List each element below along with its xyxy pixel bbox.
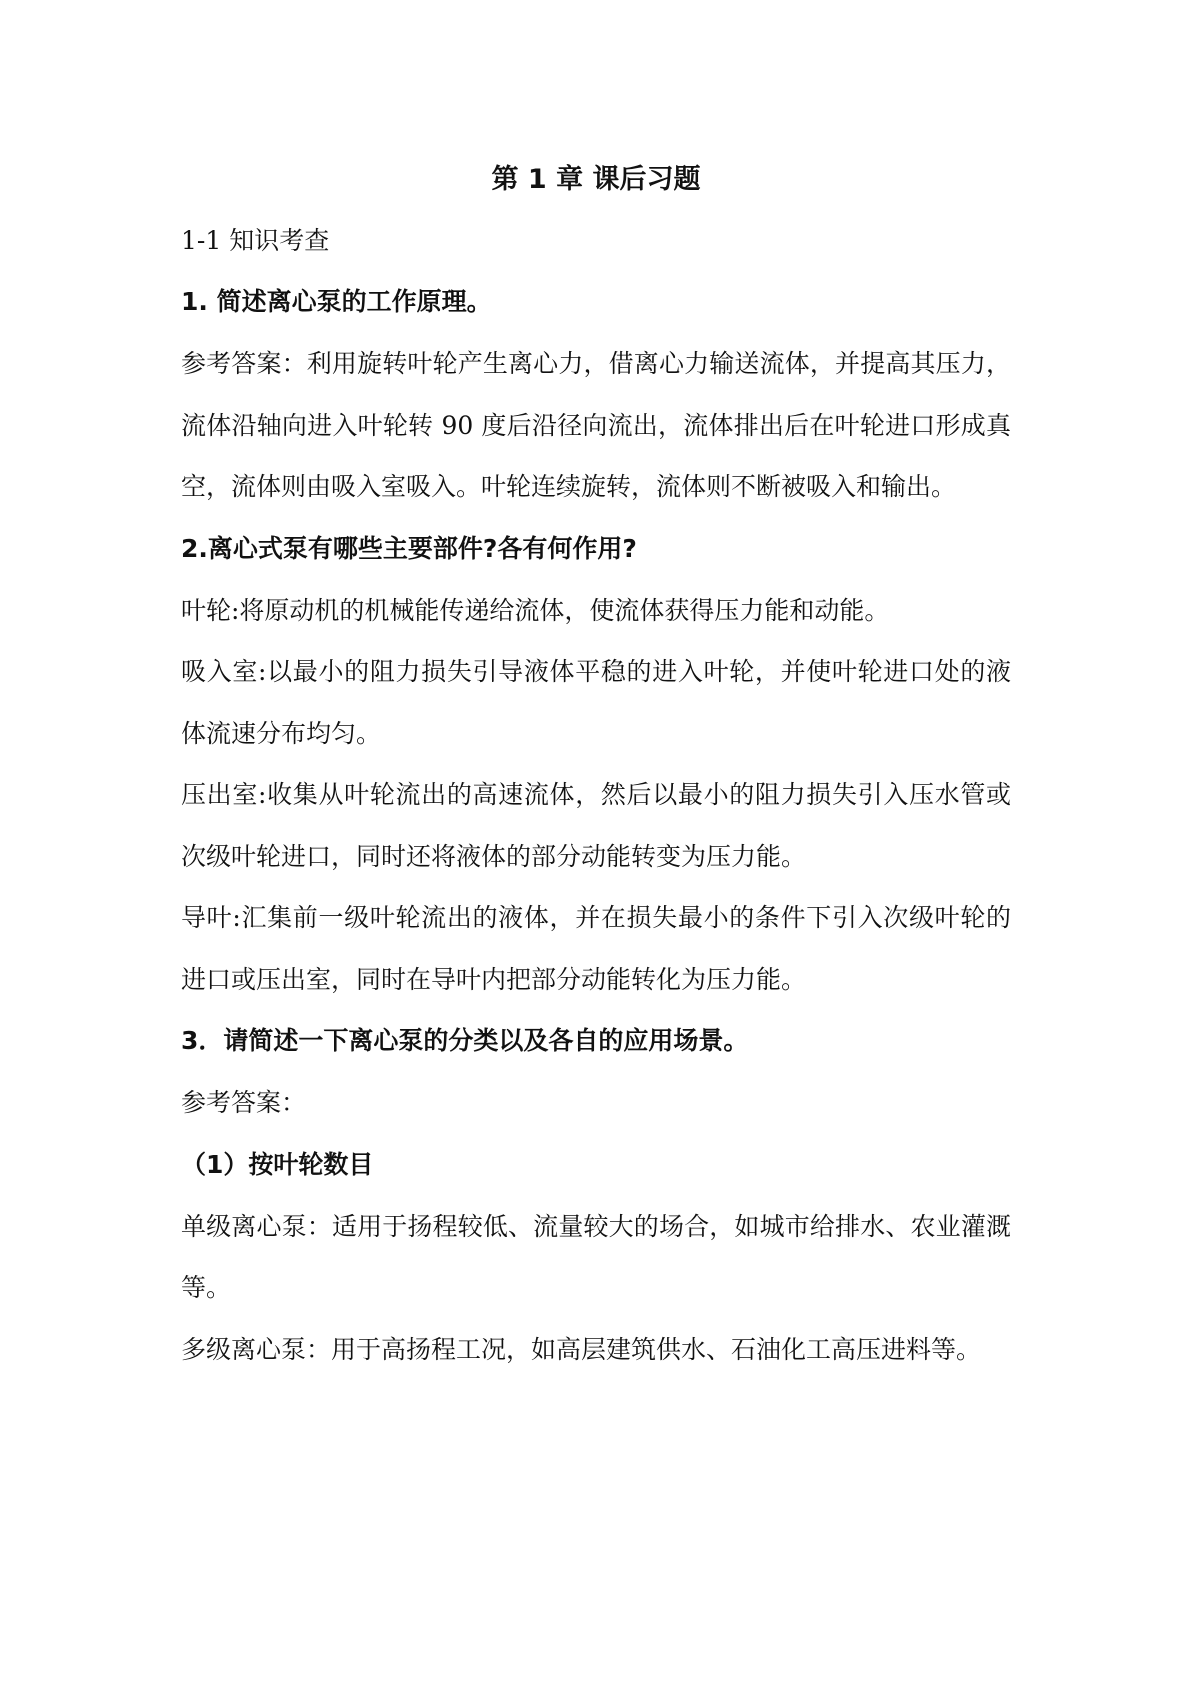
section-heading: 1-1 知识考查 — [181, 226, 330, 255]
single-stage-pump: 单级离心泵：适用于扬程较低、流量较大的场合，如城市给排水、农业灌溉等。 — [181, 1211, 1011, 1302]
answer-1: 参考答案：利用旋转叶轮产生离心力，借离心力输送流体，并提高其压力，流体沿轴向进入叶轮转 90 度后沿径向流出，流体排出后在叶轮进口形成真空，流体则由吸入室吸入。叶轮连续旋转，流体则不断被吸入和输出。 — [181, 349, 1011, 501]
component-guide-vane: 导叶:汇集前一级叶轮流出的液体，并在损失最小的条件下引入次级叶轮的进口或压出室，同时在导叶内把部分动能转化为压力能。 — [181, 903, 1011, 994]
subheading-impeller-count: （1）按叶轮数目 — [181, 1149, 374, 1179]
answer-3-label: 参考答案： — [181, 1088, 307, 1117]
multi-stage-pump: 多级离心泵：用于高扬程工况，如高层建筑供水、石油化工高压进料等。 — [181, 1334, 982, 1364]
component-volute: 压出室:收集从叶轮流出的高速流体，然后以最小的阻力损失引入压水管或次级叶轮进口，同时还将液体的部分动能转变为压力能。 — [181, 780, 1011, 871]
component-impeller: 叶轮:将原动机的机械能传递给流体，使流体获得压力能和动能。 — [181, 595, 890, 625]
component-suction-chamber: 吸入室:以最小的阻力损失引导液体平稳的进入叶轮，并使叶轮进口处的液体流速分布均匀。 — [181, 657, 1011, 748]
question-3: 3．请简述一下离心泵的分类以及各自的应用场景。 — [181, 1026, 749, 1055]
page-content — [181, 150, 1011, 1380]
question-1: 1. 简述离心泵的工作原理。 — [181, 287, 492, 316]
chapter-title: 第 1 章 课后习题 — [491, 164, 701, 195]
question-2: 2.离心式泵有哪些主要部件?各有何作用? — [181, 533, 637, 563]
